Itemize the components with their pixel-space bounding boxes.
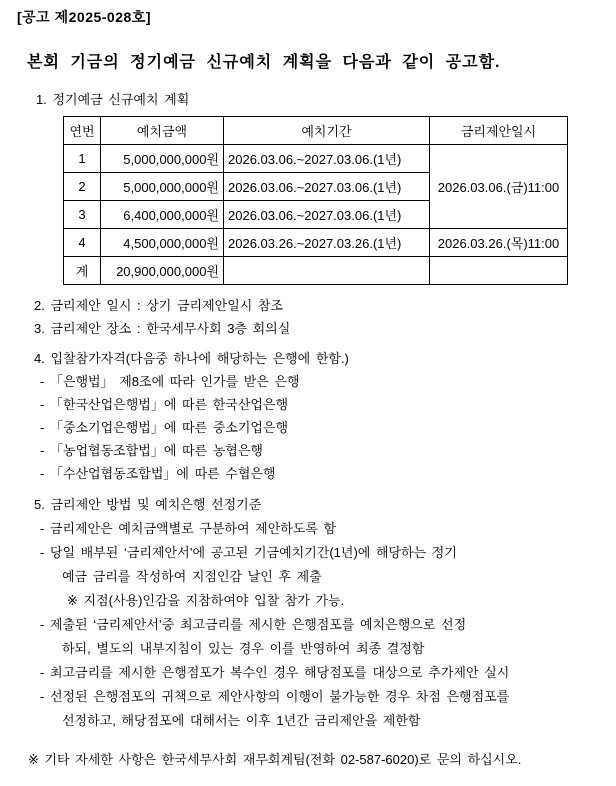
col-header-amount: 예치금액 [101,117,224,145]
cell-no: 4 [64,229,101,257]
criteria-line: - 금리제안은 예치금액별로 구분하여 제안하도록 함 [40,521,337,536]
criteria-line: - 최고금리를 제시한 은행점포가 복수인 경우 해당점포를 대상으로 추가제안 실시 [40,665,510,680]
criteria-line-continuation: 하되, 별도의 내부지침이 있는 경우 이를 반영하여 최종 결정함 [62,641,425,656]
criteria-note: ※ 지점(사용)인감을 지참하여야 입찰 참가 가능. [67,593,345,608]
cell-period: 2026.03.26.~2027.03.26.(1년) [224,229,430,257]
cell-period: 2026.03.06.~2027.03.06.(1년) [224,173,430,201]
cell-proposal-time-merged: 2026.03.06.(금)11:00 [430,145,568,229]
eligible-bank-item: - 「한국산업은행법」에 따른 한국산업은행 [40,397,289,412]
cell-proposal-time-empty [430,257,568,285]
eligible-bank-item: - 「수산업협동조합법」에 따른 수협은행 [40,466,276,481]
col-header-period: 예치기간 [224,117,430,145]
cell-amount: 6,400,000,000원 [101,201,224,229]
deposit-plan-table [63,116,568,285]
eligible-bank-item: - 「은행법」 제8조에 따라 인가를 받은 은행 [40,374,300,389]
section4-heading: 4. 입찰참가자격(다음중 하나에 해당하는 은행에 한함.) [34,351,349,366]
cell-period-empty [224,257,430,285]
cell-no: 2 [64,173,101,201]
criteria-line: - 제출된 ‘금리제안서’중 최고금리를 제시한 은행점포를 예치은행으로 선정 [40,617,467,632]
cell-period: 2026.03.06.~2027.03.06.(1년) [224,145,430,173]
section1-heading: 1. 정기예금 신규예치 계획 [36,92,190,107]
section3-heading: 3. 금리제안 장소 : 한국세무사회 3층 회의실 [34,321,291,336]
section5-heading: 5. 금리제안 방법 및 예치은행 선정기준 [34,497,262,512]
criteria-line: - 당일 배부된 ‘금리제안서’에 공고된 기금예치기간(1년)에 해당하는 정기 [40,545,457,560]
table-row [64,145,568,173]
criteria-line: - 선정된 은행점포의 귀책으로 제안사항의 이행이 불가능한 경우 차점 은행점포를 [40,689,510,704]
criteria-line-continuation: 선정하고, 해당점포에 대해서는 이후 1년간 금리제안을 제한함 [62,713,421,728]
cell-amount: 5,000,000,000원 [101,145,224,173]
cell-total-label: 계 [64,257,101,285]
cell-period: 2026.03.06.~2027.03.06.(1년) [224,201,430,229]
section2-heading: 2. 금리제안 일시 : 상기 금리제안일시 참조 [34,298,284,313]
contact-note: ※ 기타 자세한 사항은 한국세무사회 재무회계팀(전화 02-587-6020)로 문의 하십시오. [28,752,522,767]
criteria-line-continuation: 예금 금리를 작성하여 지점인감 날인 후 제출 [62,569,322,584]
cell-total-amount: 20,900,000,000원 [101,257,224,285]
cell-amount: 5,000,000,000원 [101,173,224,201]
col-header-proposal-time: 금리제안일시 [430,117,568,145]
table-row [64,229,568,257]
cell-amount: 4,500,000,000원 [101,229,224,257]
cell-no: 3 [64,201,101,229]
eligible-bank-item: - 「농업협동조합법」에 따른 농협은행 [40,443,263,458]
col-header-no: 연번 [64,117,101,145]
cell-no: 1 [64,145,101,173]
table-total-row [64,257,568,285]
table-header-row [64,117,568,145]
eligible-bank-item: - 「중소기업은행법」에 따른 중소기업은행 [40,420,289,435]
notice-number: [공고 제2025-028호] [17,9,151,25]
document-title: 본회 기금의 정기예금 신규예치 계획을 다음과 같이 공고함. [27,54,501,71]
cell-proposal-time: 2026.03.26.(목)11:00 [430,229,568,257]
